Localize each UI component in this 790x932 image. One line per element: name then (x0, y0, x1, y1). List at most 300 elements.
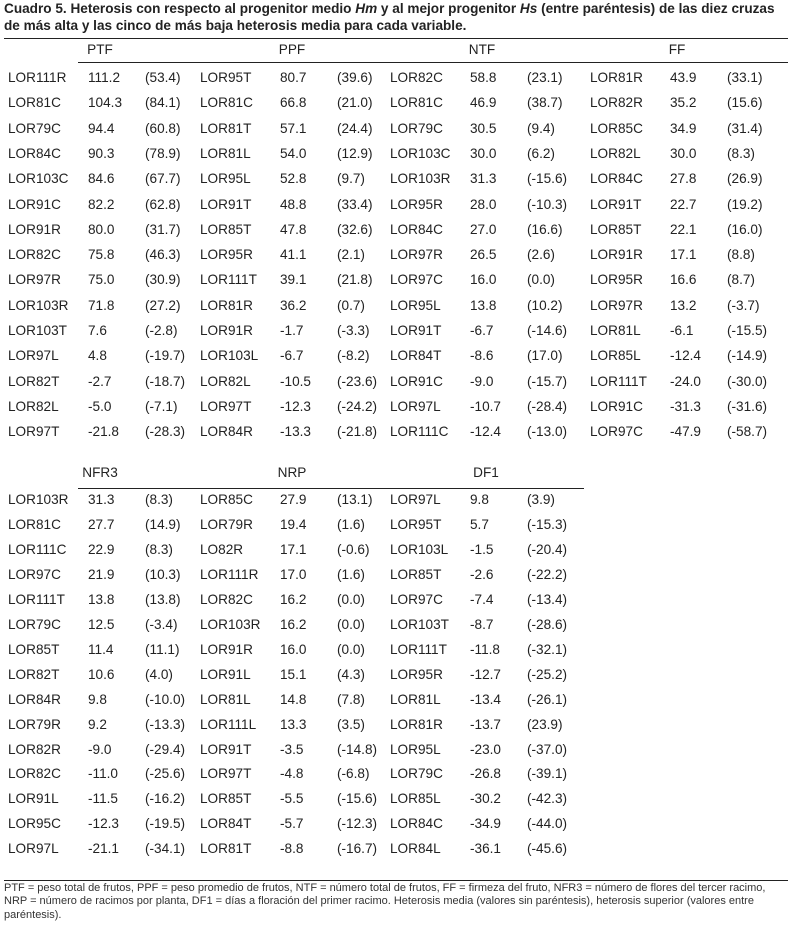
best-parent-heterosis: (0.0) (337, 591, 365, 607)
best-parent-heterosis: (19.2) (727, 196, 763, 212)
best-parent-heterosis: (-30.0) (727, 373, 768, 389)
best-parent-heterosis: (23.9) (527, 716, 563, 732)
best-parent-heterosis: (33.1) (727, 70, 763, 85)
mean-heterosis: 16.6 (670, 272, 697, 288)
mean-heterosis: -10.7 (470, 398, 501, 414)
mean-heterosis: 22.9 (88, 541, 115, 557)
best-parent-heterosis: (8.7) (727, 272, 755, 288)
best-parent-heterosis: (16.6) (527, 221, 563, 237)
cross-name: LOR82L (200, 373, 251, 389)
mean-heterosis: -5.0 (88, 398, 112, 414)
mean-heterosis: 21.9 (88, 566, 115, 582)
cross-name: LOR97C (590, 424, 643, 440)
best-parent-heterosis: (-14.9) (727, 348, 768, 364)
mean-heterosis: 111.2 (88, 70, 120, 85)
mean-heterosis: 16.2 (280, 591, 307, 607)
best-parent-heterosis: (9.4) (527, 120, 555, 136)
cross-name: LOR79C (390, 766, 443, 782)
cross-name: LOR84L (390, 841, 441, 857)
cross-name: LO82R (200, 541, 244, 557)
cross-name: LOR85C (200, 492, 253, 507)
cross-name: LOR84T (390, 348, 442, 364)
mean-heterosis: 31.3 (88, 492, 115, 507)
best-parent-heterosis: (26.9) (727, 171, 763, 187)
header-rule-1 (78, 62, 788, 63)
cross-name: LOR84R (8, 691, 61, 707)
mean-heterosis: -6.1 (670, 323, 694, 338)
best-parent-heterosis: (-15.3) (527, 516, 568, 532)
mean-heterosis: 16.0 (280, 641, 307, 657)
column-header-1: PPF (278, 42, 306, 57)
mean-heterosis: 27.8 (670, 171, 697, 187)
best-parent-heterosis: (84.1) (145, 95, 181, 111)
cross-name: LOR111C (390, 424, 449, 440)
mean-heterosis: -13.4 (470, 691, 501, 707)
cross-name: LOR91R (200, 641, 253, 657)
mean-heterosis: -31.3 (670, 398, 701, 414)
mean-heterosis: 28.0 (470, 196, 497, 212)
mean-heterosis: 80.7 (280, 70, 307, 85)
cross-name: LOR95R (200, 247, 253, 263)
best-parent-heterosis: (17.0) (527, 348, 563, 364)
best-parent-heterosis: (-2.8) (145, 323, 178, 338)
cross-name: LOR91T (200, 741, 252, 757)
best-parent-heterosis: (4.0) (145, 666, 173, 682)
cross-name: LOR95L (390, 741, 441, 757)
best-parent-heterosis: (-15.7) (527, 373, 568, 389)
mean-heterosis: -9.0 (88, 741, 112, 757)
best-parent-heterosis: (31.7) (145, 221, 181, 237)
mean-heterosis: -6.7 (470, 323, 494, 338)
mean-heterosis: 35.2 (670, 95, 697, 111)
best-parent-heterosis: (-28.4) (527, 398, 568, 414)
mean-heterosis: 15.1 (280, 666, 307, 682)
cross-name: LOR111L (200, 716, 257, 732)
mean-heterosis: 75.8 (88, 247, 115, 263)
mean-heterosis: 22.1 (670, 221, 697, 237)
mean-heterosis: 36.2 (280, 297, 307, 313)
cross-name: LOR91R (200, 323, 253, 338)
mean-heterosis: -24.0 (670, 373, 701, 389)
mean-heterosis: -4.8 (280, 766, 304, 782)
mean-heterosis: 82.2 (88, 196, 115, 212)
cross-name: LOR79R (200, 516, 253, 532)
mean-heterosis: 30.5 (470, 120, 497, 136)
best-parent-heterosis: (-42.3) (527, 791, 568, 807)
cross-name: LOR111R (8, 70, 67, 85)
mean-heterosis: 4.8 (88, 348, 107, 364)
mean-heterosis: 34.9 (670, 120, 697, 136)
cross-name: LOR91L (8, 791, 59, 807)
cross-name: LOR81T (200, 841, 252, 857)
cross-name: LOR97T (200, 398, 252, 414)
cross-name: LOR95T (390, 516, 442, 532)
best-parent-heterosis: (39.6) (337, 70, 373, 85)
mean-heterosis: -1.7 (280, 323, 304, 338)
best-parent-heterosis: (46.3) (145, 247, 181, 263)
best-parent-heterosis: (-37.0) (527, 741, 568, 757)
best-parent-heterosis: (-44.0) (527, 816, 568, 832)
cross-name: LOR84R (200, 424, 253, 440)
mean-heterosis: -13.3 (280, 424, 311, 440)
best-parent-heterosis: (-25.6) (145, 766, 186, 782)
best-parent-heterosis: (0.0) (337, 616, 365, 632)
best-parent-heterosis: (10.3) (145, 566, 181, 582)
mean-heterosis: 9.8 (470, 492, 489, 507)
header-rule-2 (78, 488, 584, 489)
cross-name: LOR84C (8, 145, 61, 161)
best-parent-heterosis: (-13.0) (527, 424, 568, 440)
best-parent-heterosis: (-23.6) (337, 373, 378, 389)
best-parent-heterosis: (-58.7) (727, 424, 768, 440)
cross-name: LOR85L (390, 791, 441, 807)
mean-heterosis: 27.0 (470, 221, 497, 237)
cross-name: LOR97T (8, 424, 60, 440)
mean-heterosis: 5.7 (470, 516, 489, 532)
cross-name: LOR91T (200, 196, 252, 212)
cross-name: LOR97C (390, 591, 443, 607)
cross-name: LOR82R (590, 95, 643, 111)
mean-heterosis: 12.5 (88, 616, 115, 632)
top-rule (4, 38, 788, 39)
best-parent-heterosis: (-0.6) (337, 541, 370, 557)
column-header-0: NFR3 (82, 465, 118, 480)
best-parent-heterosis: (78.9) (145, 145, 181, 161)
best-parent-heterosis: (62.8) (145, 196, 181, 212)
cross-name: LOR85T (200, 791, 252, 807)
cross-name: LOR81C (200, 95, 253, 111)
cross-name: LOR82T (8, 666, 60, 682)
cross-name: LOR85T (200, 221, 252, 237)
mean-heterosis: -21.8 (88, 424, 119, 440)
mean-heterosis: 26.5 (470, 247, 497, 263)
cross-name: LOR84C (390, 221, 443, 237)
best-parent-heterosis: (-31.6) (727, 398, 768, 414)
mean-heterosis: -3.5 (280, 741, 304, 757)
cross-name: LOR103T (390, 616, 449, 632)
mean-heterosis: -8.7 (470, 616, 494, 632)
cross-name: LOR82C (8, 766, 61, 782)
best-parent-heterosis: (-12.3) (337, 816, 378, 832)
best-parent-heterosis: (15.6) (727, 95, 763, 111)
cross-name: LOR103R (8, 297, 69, 313)
best-parent-heterosis: (11.1) (145, 641, 180, 657)
cross-name: LOR103T (8, 323, 67, 338)
mean-heterosis: -8.8 (280, 841, 304, 857)
mean-heterosis: -12.3 (88, 816, 119, 832)
mean-heterosis: 17.0 (280, 566, 307, 582)
mean-heterosis: 10.6 (88, 666, 115, 682)
cross-name: LOR81R (590, 70, 643, 85)
cross-name: LOR103R (200, 616, 261, 632)
best-parent-heterosis: (8.3) (727, 145, 755, 161)
best-parent-heterosis: (-29.4) (145, 741, 186, 757)
cross-name: LOR84C (390, 816, 443, 832)
best-parent-heterosis: (-32.1) (527, 641, 568, 657)
cross-name: LOR81T (200, 120, 252, 136)
mean-heterosis: 54.0 (280, 145, 307, 161)
best-parent-heterosis: (7.8) (337, 691, 365, 707)
best-parent-heterosis: (2.6) (527, 247, 555, 263)
cross-name: LOR82C (390, 70, 443, 85)
cross-name: LOR91C (8, 196, 61, 212)
best-parent-heterosis: (-15.6) (527, 171, 568, 187)
best-parent-heterosis: (38.7) (527, 95, 563, 111)
best-parent-heterosis: (-25.2) (527, 666, 568, 682)
cross-name: LOR81R (200, 297, 253, 313)
mean-heterosis: 27.9 (280, 492, 307, 507)
cross-name: LOR95C (8, 816, 61, 832)
cross-name: LOR97R (390, 247, 443, 263)
best-parent-heterosis: (31.4) (727, 120, 763, 136)
table-footnote: PTF = peso total de frutos, PPF = peso promedio de frutos, NTF = número total de frutos, FF = firmeza del fruto, NFR3 = número de flores del tercer racimo, NRP = número de racimos por planta, DF1 = días a floración del primer racimo. Heterosis media (valores sin paréntesis), heterosis superior (valores entre paréntesis). (4, 882, 766, 921)
best-parent-heterosis: (60.8) (145, 120, 181, 136)
cross-name: LOR84T (200, 816, 252, 832)
best-parent-heterosis: (27.2) (145, 297, 181, 313)
cross-name: LOR111T (590, 373, 647, 389)
cross-name: LOR91L (200, 666, 251, 682)
best-parent-heterosis: (10.2) (527, 297, 563, 313)
column-header-0: PTF (87, 42, 113, 57)
cross-name: LOR81R (390, 716, 443, 732)
mean-heterosis: -5.5 (280, 791, 304, 807)
mean-heterosis: -12.3 (280, 398, 311, 414)
mean-heterosis: 47.8 (280, 221, 307, 237)
mean-heterosis: 13.8 (470, 297, 497, 313)
cross-name: LOR79C (390, 120, 443, 136)
cross-name: LOR79C (8, 616, 61, 632)
cross-name: LOR81L (200, 691, 251, 707)
mean-heterosis: 66.8 (280, 95, 307, 111)
cross-name: LOR85T (390, 566, 442, 582)
best-parent-heterosis: (32.6) (337, 221, 373, 237)
mean-heterosis: -6.7 (280, 348, 304, 364)
cross-name: LOR91C (590, 398, 643, 414)
cross-name: LOR85C (590, 120, 643, 136)
bottom-rule (4, 880, 788, 881)
mean-heterosis: 14.8 (280, 691, 307, 707)
best-parent-heterosis: (33.4) (337, 196, 373, 212)
best-parent-heterosis: (12.9) (337, 145, 373, 161)
best-parent-heterosis: (-14.8) (337, 741, 378, 757)
best-parent-heterosis: (-3.4) (145, 616, 178, 632)
cross-name: LOR111T (390, 641, 447, 657)
mean-heterosis: 94.4 (88, 120, 115, 136)
mean-heterosis: -30.2 (470, 791, 501, 807)
mean-heterosis: 22.7 (670, 196, 697, 212)
best-parent-heterosis: (-16.2) (145, 791, 186, 807)
mean-heterosis: 41.1 (280, 247, 307, 263)
mean-heterosis: -7.4 (470, 591, 494, 607)
mean-heterosis: 43.9 (670, 70, 697, 85)
mean-heterosis: 17.1 (280, 541, 307, 557)
best-parent-heterosis: (-26.1) (527, 691, 568, 707)
mean-heterosis: 13.2 (670, 297, 697, 313)
cross-name: LOR103R (8, 492, 69, 507)
mean-heterosis: -11.0 (88, 766, 118, 782)
cross-name: LOR111T (200, 272, 257, 288)
mean-heterosis: 84.6 (88, 171, 115, 187)
mean-heterosis: -36.1 (470, 841, 501, 857)
best-parent-heterosis: (14.9) (145, 516, 181, 532)
mean-heterosis: -8.6 (470, 348, 494, 364)
mean-heterosis: 13.8 (88, 591, 115, 607)
best-parent-heterosis: (67.7) (145, 171, 181, 187)
best-parent-heterosis: (-34.1) (145, 841, 186, 857)
cross-name: LOR91T (590, 196, 642, 212)
best-parent-heterosis: (-13.3) (145, 716, 186, 732)
mean-heterosis: -12.4 (670, 348, 701, 364)
mean-heterosis: 39.1 (280, 272, 307, 288)
best-parent-heterosis: (8.3) (145, 492, 173, 507)
mean-heterosis: 75.0 (88, 272, 115, 288)
cross-name: LOR81L (200, 145, 251, 161)
column-header-2: NTF (468, 42, 496, 57)
caption-hm: Hm (355, 1, 378, 16)
best-parent-heterosis: (-24.2) (337, 398, 378, 414)
mean-heterosis: -1.5 (470, 541, 494, 557)
best-parent-heterosis: (23.1) (527, 70, 563, 85)
cross-name: LOR82L (590, 145, 641, 161)
cross-name: LOR97L (390, 398, 441, 414)
best-parent-heterosis: (-15.5) (727, 323, 768, 338)
cross-name: LOR97R (590, 297, 643, 313)
best-parent-heterosis: (30.9) (145, 272, 181, 288)
best-parent-heterosis: (-16.7) (337, 841, 378, 857)
best-parent-heterosis: (8.8) (727, 247, 755, 263)
best-parent-heterosis: (-20.4) (527, 541, 568, 557)
cross-name: LOR82T (8, 373, 60, 389)
cross-name: LOR97R (8, 272, 61, 288)
mean-heterosis: 71.8 (88, 297, 115, 313)
best-parent-heterosis: (8.3) (145, 541, 173, 557)
mean-heterosis: -34.9 (470, 816, 501, 832)
cross-name: LOR103L (200, 348, 259, 364)
cross-name: LOR97T (200, 766, 252, 782)
mean-heterosis: 19.4 (280, 516, 307, 532)
mean-heterosis: -2.7 (88, 373, 112, 389)
mean-heterosis: 48.8 (280, 196, 307, 212)
mean-heterosis: 17.1 (670, 247, 697, 263)
best-parent-heterosis: (-45.6) (527, 841, 568, 857)
caption-hs: Hs (519, 1, 538, 16)
cross-name: LOR82C (200, 591, 253, 607)
cross-name: LOR81C (390, 95, 443, 111)
best-parent-heterosis: (-22.2) (527, 566, 568, 582)
cross-name: LOR82L (8, 398, 59, 414)
cross-name: LOR95R (390, 196, 443, 212)
cross-name: LOR111C (8, 541, 67, 557)
mean-heterosis: 30.0 (670, 145, 697, 161)
mean-heterosis: 7.6 (88, 323, 107, 338)
mean-heterosis: 58.8 (470, 70, 497, 85)
mean-heterosis: 52.8 (280, 171, 307, 187)
mean-heterosis: 30.0 (470, 145, 497, 161)
best-parent-heterosis: (-28.3) (145, 424, 186, 440)
best-parent-heterosis: (53.4) (145, 70, 181, 85)
mean-heterosis: -10.5 (280, 373, 311, 389)
best-parent-heterosis: (-13.4) (527, 591, 568, 607)
best-parent-heterosis: (21.0) (337, 95, 373, 111)
best-parent-heterosis: (-15.6) (337, 791, 378, 807)
mean-heterosis: 9.8 (88, 691, 107, 707)
cross-name: LOR81L (590, 323, 641, 338)
mean-heterosis: 27.7 (88, 516, 115, 532)
best-parent-heterosis: (24.4) (337, 120, 373, 136)
best-parent-heterosis: (-14.6) (527, 323, 568, 338)
best-parent-heterosis: (-7.1) (145, 398, 178, 414)
mean-heterosis: 9.2 (88, 716, 107, 732)
best-parent-heterosis: (3.9) (527, 492, 555, 507)
mean-heterosis: 90.3 (88, 145, 115, 161)
caption-text: y al mejor progenitor (377, 1, 520, 16)
column-header-1: NRP (277, 465, 307, 480)
best-parent-heterosis: (21.8) (337, 272, 373, 288)
cross-name: LOR85L (590, 348, 641, 364)
cross-name: LOR82C (8, 247, 61, 263)
mean-heterosis: 80.0 (88, 221, 115, 237)
mean-heterosis: -47.9 (670, 424, 701, 440)
cross-name: LOR103R (390, 171, 451, 187)
best-parent-heterosis: (1.6) (337, 516, 365, 532)
mean-heterosis: 104.3 (88, 95, 123, 111)
cross-name: LOR103C (390, 145, 451, 161)
cross-name: LOR111R (200, 566, 259, 582)
mean-heterosis: -23.0 (470, 741, 501, 757)
cross-name: LOR97L (8, 348, 59, 364)
mean-heterosis: -12.4 (470, 424, 501, 440)
cross-name: LOR95L (390, 297, 441, 313)
mean-heterosis: 57.1 (280, 120, 307, 136)
cross-name: LOR95R (590, 272, 643, 288)
cross-name: LOR91R (590, 247, 643, 263)
cross-name: LOR103L (390, 541, 449, 557)
best-parent-heterosis: (-6.8) (337, 766, 370, 782)
cross-name: LOR97C (8, 566, 61, 582)
mean-heterosis: -11.5 (88, 791, 118, 807)
mean-heterosis: -21.1 (88, 841, 119, 857)
mean-heterosis: 16.0 (470, 272, 497, 288)
best-parent-heterosis: (-10.3) (527, 196, 568, 212)
best-parent-heterosis: (-10.0) (145, 691, 186, 707)
mean-heterosis: 13.3 (280, 716, 307, 732)
table-caption (4, 0, 788, 34)
best-parent-heterosis: (-3.7) (727, 297, 760, 313)
caption-text: Cuadro 5. Heterosis con respecto al progenitor medio (4, 1, 356, 16)
best-parent-heterosis: (-19.5) (145, 816, 186, 832)
cross-name: LOR81C (8, 516, 61, 532)
cross-name: LOR82R (8, 741, 61, 757)
mean-heterosis: -2.6 (470, 566, 494, 582)
cross-name: LOR84C (590, 171, 643, 187)
cross-name: LOR91R (8, 221, 61, 237)
best-parent-heterosis: (3.5) (337, 716, 365, 732)
best-parent-heterosis: (13.8) (145, 591, 181, 607)
mean-heterosis: 46.9 (470, 95, 497, 111)
cross-name: LOR95R (390, 666, 443, 682)
best-parent-heterosis: (0.0) (337, 641, 365, 657)
cross-name: LOR95L (200, 171, 251, 187)
mean-heterosis: -13.7 (470, 716, 501, 732)
mean-heterosis: -12.7 (470, 666, 501, 682)
best-parent-heterosis: (9.7) (337, 171, 365, 187)
best-parent-heterosis: (-8.2) (337, 348, 370, 364)
cross-name: LOR91C (390, 373, 443, 389)
best-parent-heterosis: (16.0) (727, 221, 763, 237)
cross-name: LOR81C (8, 95, 61, 111)
mean-heterosis: 11.4 (88, 641, 114, 657)
cross-name: LOR79C (8, 120, 61, 136)
